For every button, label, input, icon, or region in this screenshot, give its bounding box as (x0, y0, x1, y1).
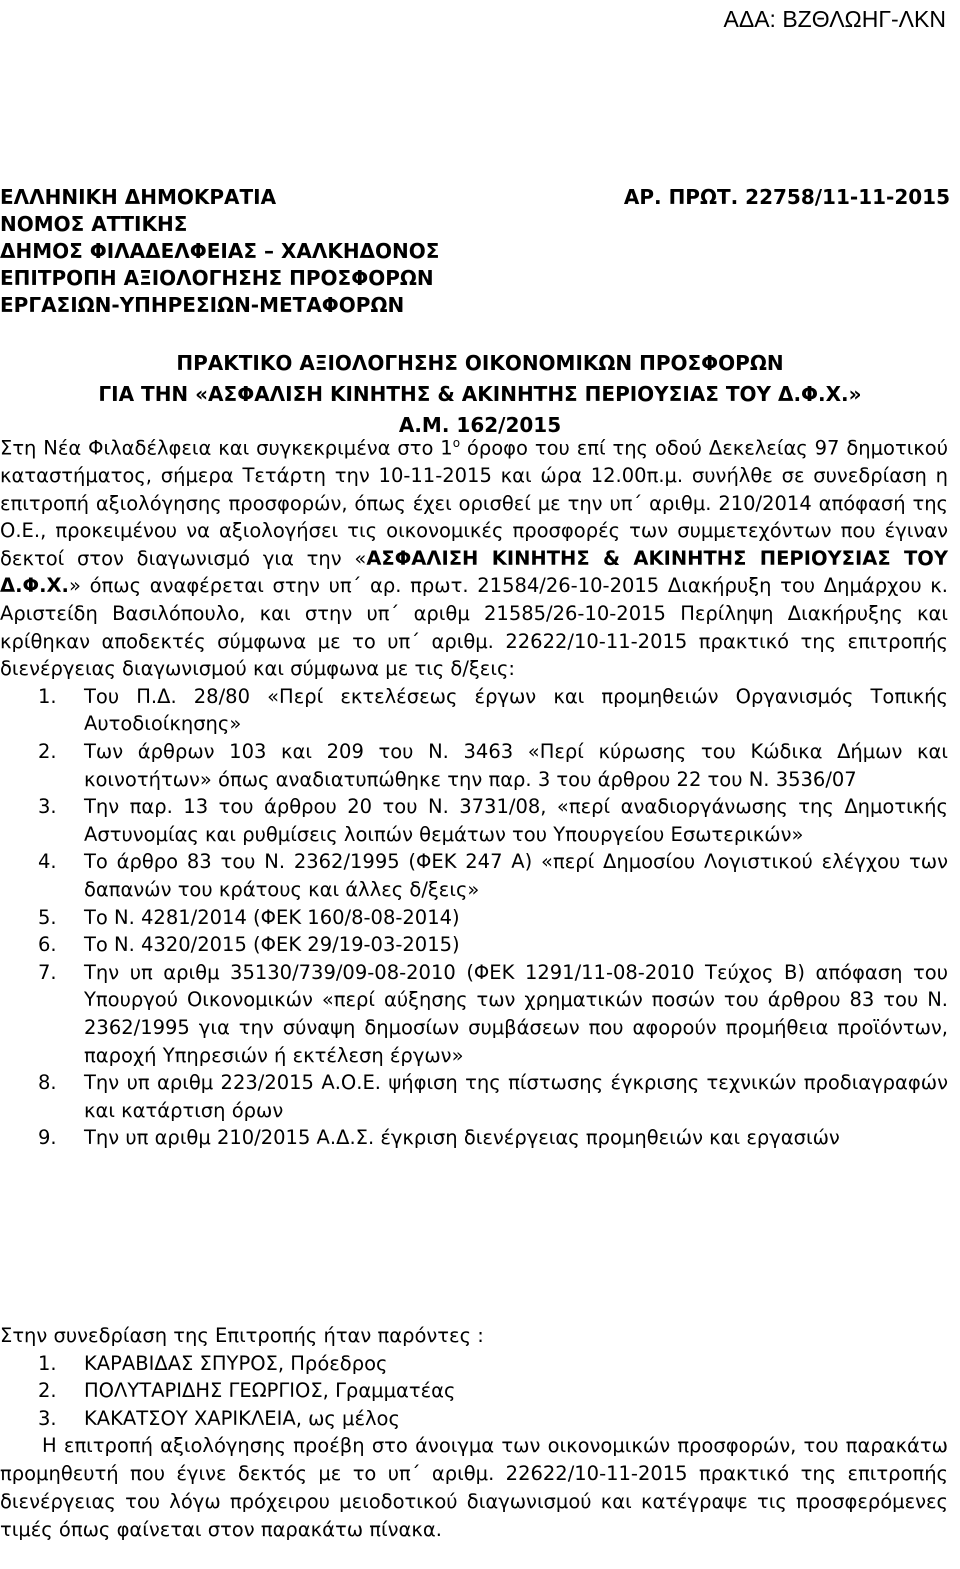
list-item (0, 1377, 948, 1405)
list-number: 6. (38, 933, 57, 957)
member-name: ΠΟΛΥΤΑΡΙΔΗΣ ΓΕΩΡΓΙΟΣ, Γραμματέας (84, 1379, 456, 1403)
member-name: ΚΑΚΑΤΣΟΥ ΧΑΡΙΚΛΕΙΑ, ως μέλος (84, 1406, 400, 1430)
list-item (0, 904, 948, 932)
list-item (0, 848, 948, 903)
list-text: Των άρθρων 103 και 209 του Ν. 3463 «Περί κύρωσης του Κώδικα Δήμων και κοινοτήτων» όπως αναδιατυπώθηκε την παρ. 3 του άρθρου 22 του Ν. 3536/07 (84, 740, 948, 791)
list-item (0, 1069, 948, 1124)
ordinal-superscript: ο (452, 436, 461, 450)
list-item (0, 683, 948, 738)
header-line: ΕΛΛΗΝΙΚΗ ΔΗΜΟΚΡΑΤΙΑ (0, 185, 277, 209)
list-number: 5. (38, 905, 57, 929)
list-number: 7. (38, 960, 57, 984)
list-number: 3. (38, 1406, 57, 1430)
list-text: Την παρ. 13 του άρθρου 20 του Ν. 3731/08, «περί αναδιοργάνωσης της Δημοτικής Αστυνομίας και ρυθμίσεις λοιπών θεμάτων του Υπουργείου Εσωτερικών» (84, 795, 948, 846)
header-line: ΕΡΓΑΣΙΩΝ-ΥΠΗΡΕΣΙΩΝ-ΜΕΤΑΦΟΡΩΝ (0, 293, 405, 317)
attendance-section (0, 1322, 948, 1543)
protocol-number: ΑΡ. ΠΡΩΤ. 22758/11-11-2015 (623, 185, 950, 209)
ada-code: ΑΔΑ: ΒΖΘΛΩΗΓ-ΛΚΝ (723, 6, 946, 32)
member-name: ΚΑΡΑΒΙΔΑΣ ΣΠΥΡΟΣ, Πρόεδρος (84, 1351, 388, 1375)
document-title (0, 348, 960, 441)
list-item (0, 931, 948, 959)
list-item (0, 1405, 948, 1433)
list-text: Το Ν. 4320/2015 (ΦΕΚ 29/19-03-2015) (84, 933, 460, 957)
list-item (0, 1350, 948, 1378)
list-number: 9. (38, 1126, 57, 1150)
attendance-intro: Στην συνεδρίαση της Επιτροπής ήταν παρόντες : (0, 1324, 484, 1347)
intro-text: όροφο του επί της οδού Δεκελείας 97 δημοτικού καταστήματος, σήμερα Τετάρτη την 10-11-2015 και ώρα 12.00π.μ. συνήλθε σε συνεδρίαση η επιτροπή αξιολόγησης προσφορών, όπως έχει ορισθεί με την υπ΄ αριθμ. 210/2014 απόφασή της Ο.Ε., προκειμένου να αξιολογήσει τις οικονομικές προσφορές των συμμετεχόντων που έγιναν δεκτοί στον διαγωνισμό για την « (0, 436, 948, 570)
list-item (0, 959, 948, 1069)
header-line: ΕΠΙΤΡΟΠΗ ΑΞΙΟΛΟΓΗΣΗΣ ΠΡΟΣΦΟΡΩΝ (0, 266, 434, 290)
list-number: 3. (38, 795, 57, 819)
title-line: Α.Μ. 162/2015 (398, 413, 562, 437)
members-list (0, 1350, 948, 1433)
list-number: 2. (38, 740, 57, 764)
list-text: Το άρθρο 83 του Ν. 2362/1995 (ΦΕΚ 247 Α) «περί Δημοσίου Λογιστικού ελέγχου των δαπανών του κράτους και άλλες δ/ξεις» (84, 850, 948, 901)
document-body (0, 430, 948, 1152)
header-line: ΔΗΜΟΣ ΦΙΛΑΔΕΛΦΕΙΑΣ – ΧΑΛΚΗΔΟΝΟΣ (0, 239, 440, 263)
list-text: Την υπ αριθμ 35130/739/09-08-2010 (ΦΕΚ 1291/11-08-2010 Τεύχος Β) απόφαση του Υπουργού Οικονομικών «περί αύξησης των χρηματικών ποσών του άρθρου 83 του Ν. 2362/1995 για την σύναψη δημοσίων συμβάσεων που αφορούν προμήθεια προϊόντων, παροχή Υπηρεσιών ή εκτέλεση έργων» (84, 960, 948, 1067)
header-line: ΝΟΜΟΣ ΑΤΤΙΚΗΣ (0, 212, 188, 236)
list-number: 4. (38, 850, 57, 874)
closing-paragraph: Η επιτροπή αξιολόγησης προέβη στο άνοιγμα των οικονομικών προσφορών, του παρακάτω προμηθευτή που έγινε δεκτός με το υπ΄ αριθμ. 22622/10-11-2015 πρακτικό της επιτροπής διενέργειας του λόγω πρόχειρου μειοδοτικού διαγωνισμού και κατέγραψε τις προσφερόμενες τιμές όπως φαίνεται στον παρακάτω πίνακα. (0, 1434, 948, 1541)
tender-name: ΑΣΦΑΛΙΣΗ ΚΙΝΗΤΗΣ & ΑΚΙΝΗΤΗΣ ΠΕΡΙΟΥΣΙΑΣ ΤΟΥ Δ.Φ.Χ. (0, 546, 948, 598)
list-item (0, 1124, 948, 1152)
list-number: 8. (38, 1071, 57, 1095)
list-number: 1. (38, 684, 57, 708)
list-text: Την υπ αριθμ 223/2015 Α.Ο.Ε. ψήφιση της πίστωσης έγκρισης τεχνικών προδιαγραφών και κατάρτιση όρων (84, 1071, 948, 1122)
list-item (0, 793, 948, 848)
provisions-list (0, 683, 948, 1152)
list-number: 2. (38, 1379, 57, 1403)
intro-paragraph (0, 430, 948, 683)
list-number: 1. (38, 1351, 57, 1375)
title-line: ΠΡΑΚΤΙΚΟ ΑΞΙΟΛΟΓΗΣΗΣ ΟΙΚΟΝΟΜΙΚΩΝ ΠΡΟΣΦΟΡΩΝ (176, 351, 784, 375)
list-item (0, 738, 948, 793)
list-text: Του Π.Δ. 28/80 «Περί εκτελέσεως έργων και προμηθειών Οργανισμός Τοπικής Αυτοδιοίκησης» (84, 684, 948, 736)
list-text: Το Ν. 4281/2014 (ΦΕΚ 160/8-08-2014) (84, 905, 460, 929)
title-line: ΓΙΑ ΤΗΝ «ΑΣΦΑΛΙΣΗ ΚΙΝΗΤΗΣ & ΑΚΙΝΗΤΗΣ ΠΕΡΙΟΥΣΙΑΣ ΤΟΥ Δ.Φ.Χ.» (98, 382, 862, 406)
list-text: Την υπ αριθμ 210/2015 Α.Δ.Σ. έγκριση διενέργειας προμηθειών και εργασιών (84, 1126, 840, 1150)
intro-text: Στη Νέα Φιλαδέλφεια και συγκεκριμένα στο 1 (0, 436, 453, 460)
intro-text: » όπως αναφέρεται στην υπ΄ αρ. πρωτ. 21584/26-10-2015 Διακήρυξη του Δημάρχου κ. Αριστείδη Βασιλόπουλο, και στην υπ΄ αριθμ 21585/26-10-2015 Περίληψη Διακήρυξης και κρίθηκαν αποδεκτές σύμφωνα με το υπ΄ αριθμ. 22622/10-11-2015 πρακτικό της επιτροπής διενέργειας διαγωνισμού και σύμφωνα με τις δ/ξεις: (0, 574, 948, 681)
